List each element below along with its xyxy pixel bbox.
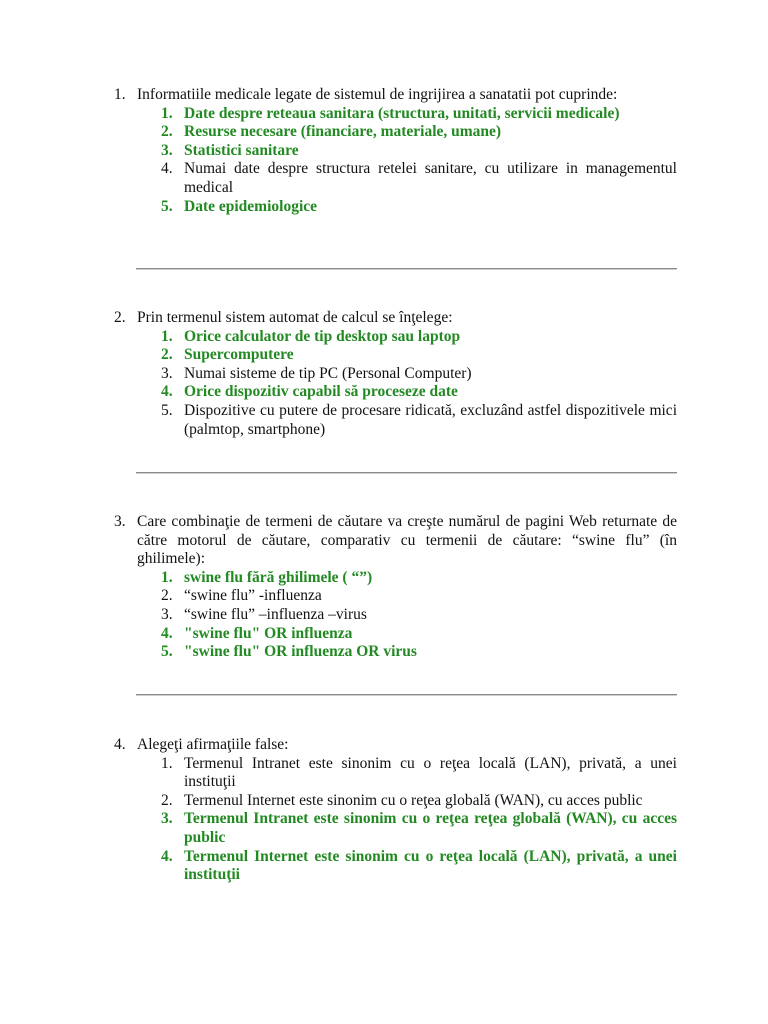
question-4 — [114, 736, 677, 885]
answer-item — [114, 587, 677, 606]
answer-text: Statistici sanitare — [184, 141, 299, 159]
answer-item — [114, 346, 677, 365]
question-number: 2. — [114, 309, 126, 326]
answer-number: 2. — [161, 791, 173, 809]
answer-list — [114, 755, 677, 885]
answer-list — [114, 105, 677, 217]
question-number: 1. — [114, 86, 126, 103]
answer-number: 5. — [161, 197, 173, 215]
answer-text: “swine flu” –influenza –virus — [184, 605, 367, 623]
answer-number: 4. — [161, 383, 173, 401]
answer-item — [114, 755, 677, 792]
answer-text: Dispozitive cu putere de procesare ridicată, excluzând astfel dispozitivele mici (palmtop, smartphone) — [184, 401, 677, 438]
answer-number: 4. — [161, 847, 173, 865]
answer-item — [114, 383, 677, 402]
question-2 — [114, 309, 677, 439]
question-body: Prin termenul sistem automat de calcul se înţelege: — [137, 309, 453, 326]
answer-item — [114, 328, 677, 347]
answer-text: Termenul Internet este sinonim cu o reţea globală (WAN), cu acces public — [184, 791, 643, 809]
answer-item — [114, 198, 677, 217]
question-text — [114, 513, 677, 569]
answer-number: 4. — [161, 624, 173, 642]
answer-text: Termenul Internet este sinonim cu o reţea locală (LAN), privată, a unei instituţii — [184, 847, 677, 884]
answer-number: 2. — [161, 587, 173, 605]
answer-text: “swine flu” -influenza — [184, 587, 322, 605]
answer-text: Termenul Intranet este sinonim cu o reţea reţea globală (WAN), cu acces public — [184, 810, 677, 846]
section-divider — [136, 472, 677, 474]
question-1 — [114, 86, 677, 216]
answer-text: Termenul Intranet este sinonim cu o reţea locală (LAN), privată, a unei instituţii — [184, 754, 677, 791]
question-text — [114, 736, 677, 755]
answer-item — [114, 643, 677, 662]
answer-list — [114, 569, 677, 662]
answer-text: swine flu fără ghilimele ( “”) — [184, 568, 373, 586]
answer-number: 1. — [161, 327, 173, 345]
answer-text: Numai date despre structura retelei sanitare, cu utilizare in managementul medical — [184, 160, 677, 196]
answer-number: 1. — [161, 568, 173, 586]
answer-item — [114, 365, 677, 384]
question-3 — [114, 513, 677, 662]
answer-item — [114, 105, 677, 124]
question-text — [114, 309, 677, 328]
answer-text: Date epidemiologice — [184, 197, 318, 215]
answer-number: 3. — [161, 810, 173, 828]
answer-number: 5. — [161, 643, 173, 661]
answer-number: 3. — [161, 364, 173, 382]
answer-number: 4. — [161, 160, 173, 178]
answer-item — [114, 402, 677, 439]
question-body: Care combinaţie de termeni de căutare va creşte numărul de pagini Web returnate de către motorul de căutare, comparativ cu termenii de căutare: “swine flu” (în ghilimele): — [137, 513, 677, 568]
answer-number: 1. — [161, 754, 173, 772]
answer-item — [114, 625, 677, 644]
section-divider — [136, 268, 677, 270]
answer-item — [114, 810, 677, 847]
answer-number: 2. — [161, 346, 173, 364]
question-number: 3. — [114, 513, 126, 530]
question-text — [114, 86, 677, 105]
answer-text: Numai sisteme de tip PC (Personal Computer) — [184, 364, 472, 382]
answer-item — [114, 160, 677, 197]
answer-text: Date despre reteaua sanitara (structura, unitati, servicii medicale) — [184, 104, 620, 122]
answer-text: "swine flu" OR influenza OR virus — [184, 643, 417, 661]
answer-item — [114, 606, 677, 625]
section-divider — [136, 694, 677, 696]
answer-text: "swine flu" OR influenza — [184, 624, 353, 642]
answer-number: 1. — [161, 104, 173, 122]
answer-item — [114, 142, 677, 161]
answer-number: 3. — [161, 605, 173, 623]
answer-item — [114, 848, 677, 885]
answer-number: 5. — [161, 401, 173, 419]
question-number: 4. — [114, 736, 126, 753]
answer-number: 2. — [161, 123, 173, 141]
answer-number: 3. — [161, 141, 173, 159]
answer-list — [114, 328, 677, 440]
answer-item — [114, 569, 677, 588]
answer-text: Resurse necesare (financiare, materiale, umane) — [184, 123, 502, 141]
answer-item — [114, 123, 677, 142]
answer-text: Supercomputere — [184, 346, 294, 364]
question-body: Alegeţi afirmaţiile false: — [137, 736, 289, 753]
question-body: Informatiile medicale legate de sistemul de ingrijirea a sanatatii pot cuprinde: — [137, 86, 618, 103]
answer-text: Orice calculator de tip desktop sau laptop — [184, 327, 461, 345]
answer-item — [114, 792, 677, 811]
answer-text: Orice dispozitiv capabil să proceseze date — [184, 383, 458, 401]
